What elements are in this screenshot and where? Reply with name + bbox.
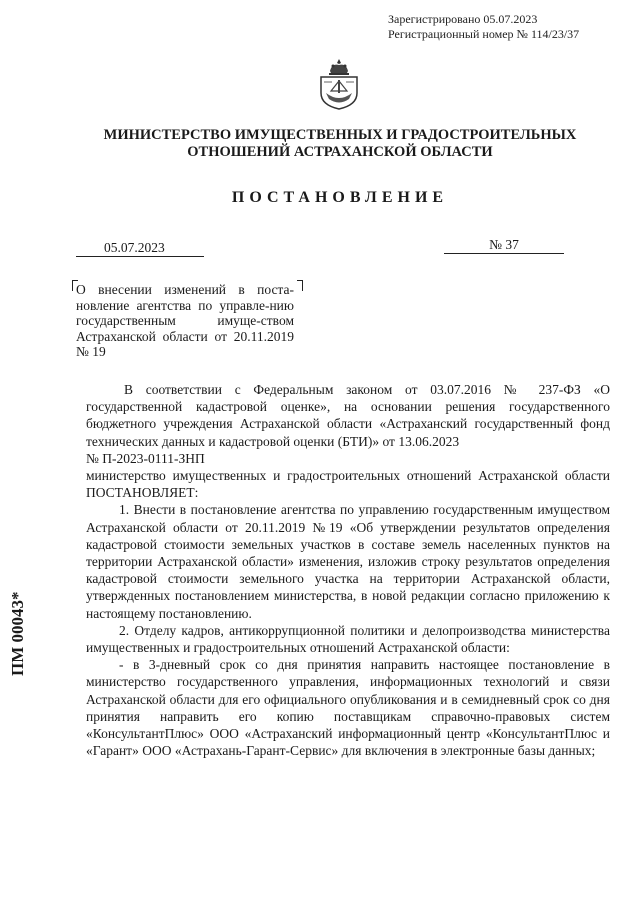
ministry-line-1: МИНИСТЕРСТВО ИМУЩЕСТВЕННЫХ И ГРАДОСТРОИТЕЛЬНЫХ xyxy=(103,127,577,143)
paragraph-item-2: 2. Отделу кадров, антикоррупционной политики и делопроизводства министерства имущественных и градостроительных отношений Астраханской области: xyxy=(86,622,610,656)
document-body xyxy=(86,381,610,759)
paragraph-preamble: В соответствии с Федеральным законом от 03.07.2016 № 237-ФЗ «О государственной кадастровой оценке», на основании решения государственного бюджетного учреждения Астраханской области «Астраханский государственный фонд технических данных и кадастровой оценки (БТИ)» от 13.06.2023 xyxy=(86,382,610,449)
document-date: 05.07.2023 xyxy=(76,239,204,257)
paragraph-item-2-sub: - в 3-дневный срок со дня принятия направить настоящее постановление в министерство государственного управления, информационных технологий и связи Астраханской области для его официального опубликования и в семидневный срок со дня принятия направить его копию поставщикам справочно-правовых систем «КонсультантПлюс» ООО «Астраханский информационный центр «КонсультантПлюс и «Гарант» ООО «Астрахань-Гарант-Сервис» для включения в электронные базы данных; xyxy=(86,657,610,759)
astrakhan-coat-of-arms-icon xyxy=(318,57,360,111)
registration-stamp xyxy=(388,12,579,42)
registration-date: Зарегистрировано 05.07.2023 xyxy=(388,12,538,26)
paragraph-item-1: 1. Внести в постановление агентства по управлению государственным имуществом Астраханской области от 20.11.2019 №19 «Об утверждении результатов определения кадастровой стоимости земельных участков в составе земель населенных пунктов на территории Астраханской области» изменения, изложив строку результатов определения кадастровой стоимости земельного участка на территории Астраханской области, утвержденных постановлением министерства, в новой редакции согласно приложению к настоящему постановлению. xyxy=(86,502,610,621)
side-stamp: ПМ 00043* xyxy=(8,591,27,676)
ministry-name xyxy=(60,127,620,161)
paragraph-resolves: министерство имущественных и градостроительных отношений Астраханской области ПОСТАНОВЛЯЕТ: xyxy=(86,468,610,501)
subject-bracket-right xyxy=(297,280,303,291)
document-subject: О внесении изменений в поста-новление агентства по управле-нию государственным имуще-ством Астраханской области от 20.11.2019 № 19 xyxy=(76,282,294,359)
ministry-line-2: ОТНОШЕНИЙ АСТРАХАНСКОЙ ОБЛАСТИ xyxy=(187,144,493,160)
paragraph-decision-number: № П-2023-0111-ЗНП xyxy=(86,450,205,466)
document-number: № 37 xyxy=(444,236,564,254)
registration-number: Регистрационный номер № 114/23/37 xyxy=(388,27,580,41)
document-type: ПОСТАНОВЛЕНИЕ xyxy=(231,189,449,206)
